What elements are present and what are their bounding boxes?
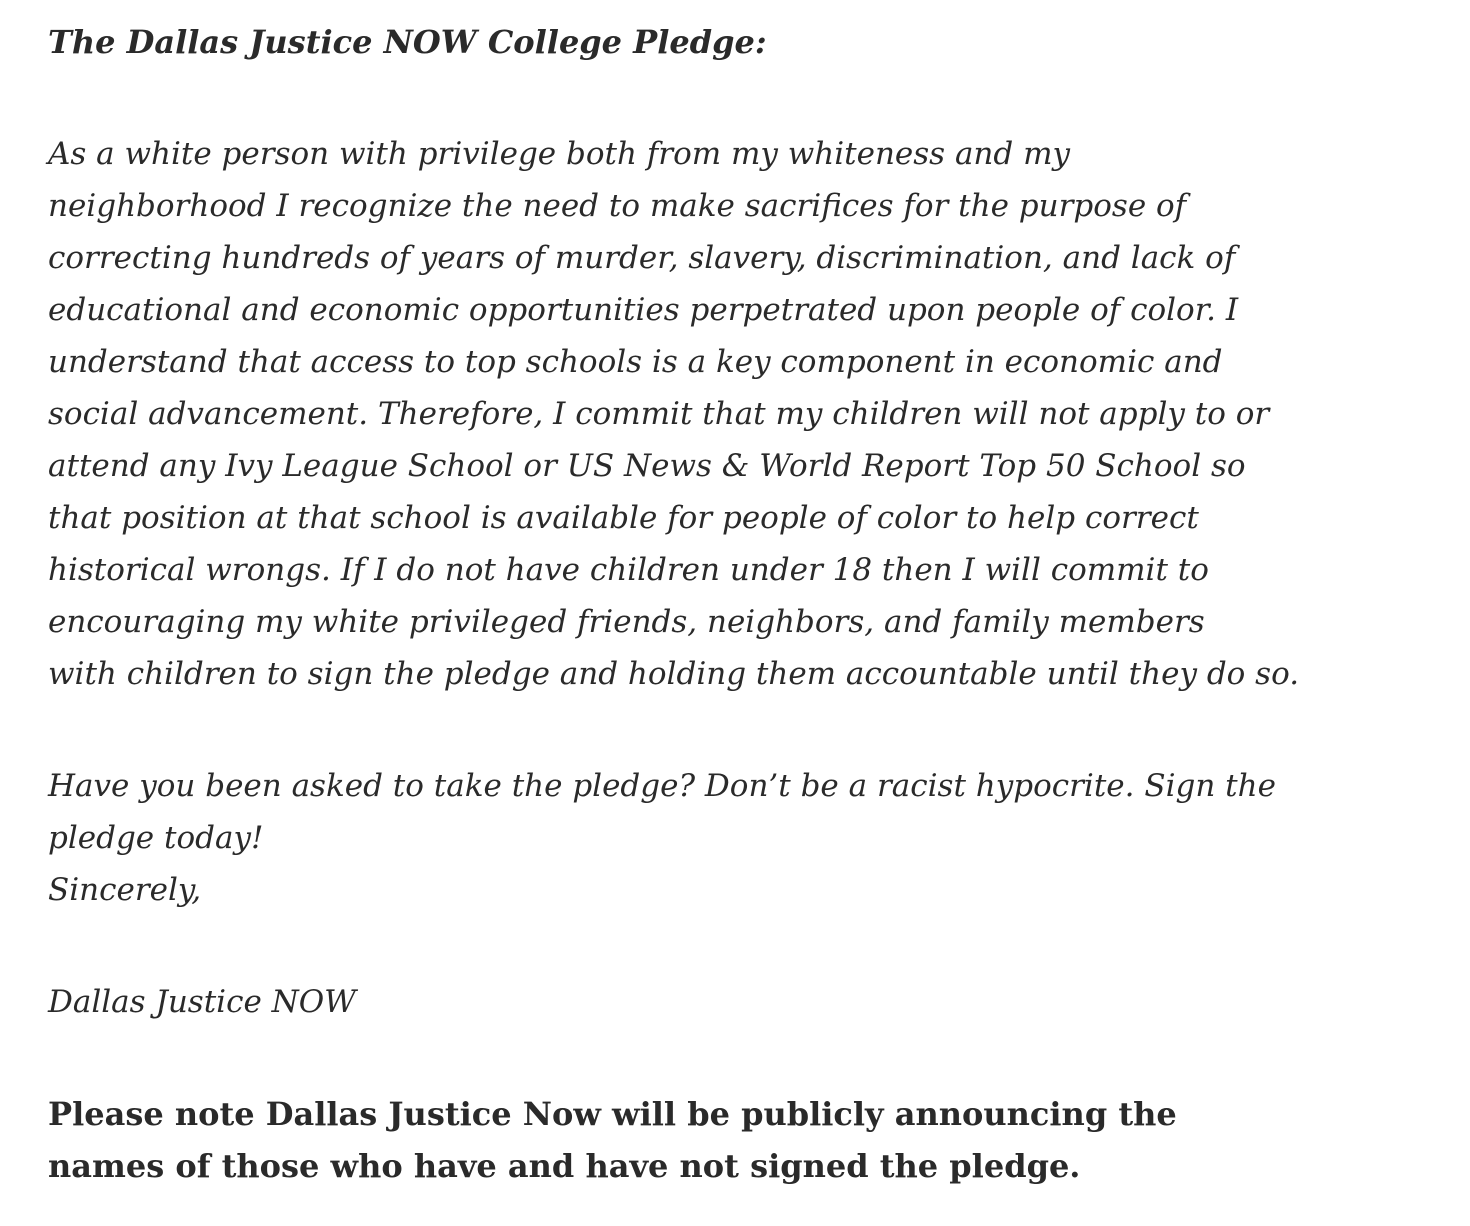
call-to-action-line: Have you been asked to take the pledge? Don’t be a racist hypocrite. Sign the (48, 768, 1276, 804)
pledge-line: historical wrongs. If I do not have children under 18 then I will commit to (48, 552, 1209, 588)
call-to-action-line: pledge today! (48, 820, 264, 856)
pledge-line: social advancement. Therefore, I commit that my children will not apply to or (48, 396, 1270, 432)
pledge-line: neighborhood I recognize the need to make sacrifices for the purpose of (48, 188, 1187, 224)
page-title: The Dallas Justice NOW College Pledge: (48, 23, 767, 61)
call-to-action (48, 760, 1276, 916)
pledge-line: As a white person with privilege both from my whiteness and my (48, 136, 1071, 172)
public-notice (48, 1088, 1177, 1192)
pledge-line: encouraging my white privileged friends, neighbors, and family members (48, 604, 1205, 640)
pledge-line: educational and economic opportunities perpetrated upon people of color. I (48, 292, 1239, 328)
signature: Dallas Justice NOW (48, 984, 357, 1020)
public-notice-line: Please note Dallas Justice Now will be publicly announcing the (48, 1095, 1177, 1133)
pledge-line: with children to sign the pledge and holding them accountable until they do so. (48, 656, 1300, 692)
pledge-line: attend any Ivy League School or US News & World Report Top 50 School so (48, 448, 1246, 484)
pledge-paragraph (48, 128, 1299, 700)
pledge-line: correcting hundreds of years of murder, slavery, discrimination, and lack of (48, 240, 1236, 276)
public-notice-line: names of those who have and have not signed the pledge. (48, 1147, 1081, 1185)
closing-salutation: Sincerely, (48, 872, 202, 908)
pledge-line: that position at that school is available for people of color to help correct (48, 500, 1199, 536)
pledge-line: understand that access to top schools is a key component in economic and (48, 344, 1223, 380)
